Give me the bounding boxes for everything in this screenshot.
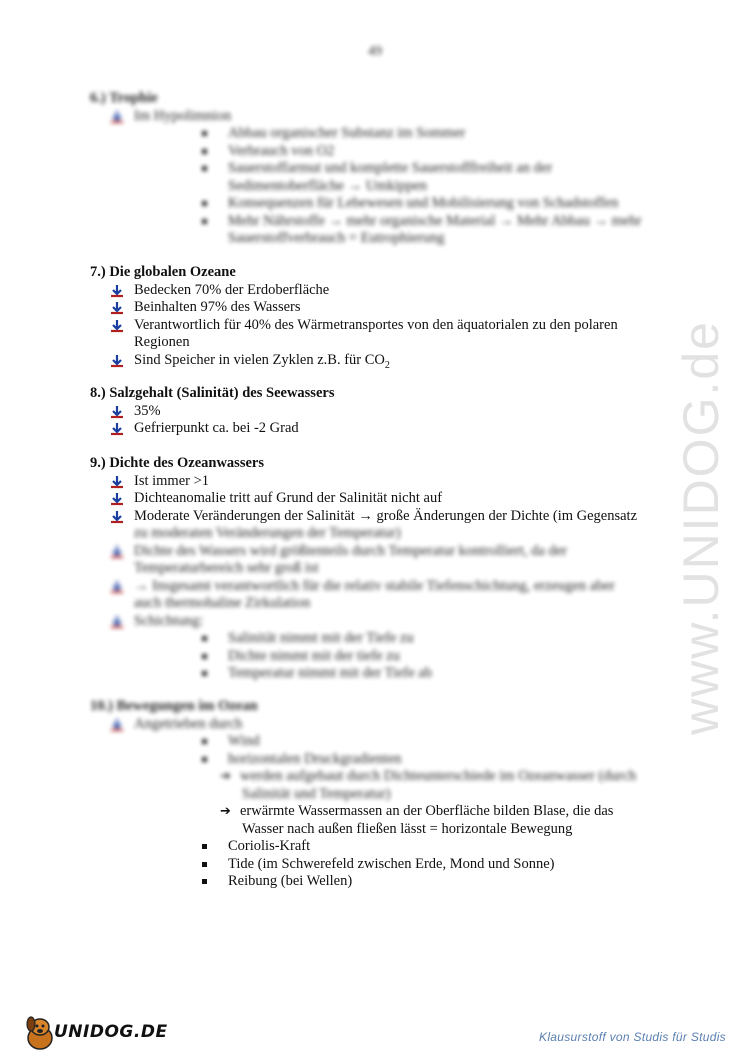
- list-item-text: Regionen: [134, 334, 190, 350]
- section-10: [90, 698, 636, 891]
- square-bullet-icon: [202, 879, 207, 884]
- section-9: [90, 455, 637, 683]
- square-bullet-icon: [202, 844, 207, 849]
- section-6: [90, 90, 641, 248]
- list-item: [90, 403, 334, 421]
- list-item: Angetrieben durch: [90, 716, 636, 734]
- section-heading: 7.) Die globalen Ozeane: [90, 264, 236, 280]
- list-item: [90, 508, 637, 526]
- list-item-continued: zu moderaten Veränderungen der Temperatur): [134, 525, 401, 541]
- bullet-icon: [110, 580, 124, 594]
- list-item-text: Moderate Veränderungen der Salinität → große Änderungen der Dichte (im Gegensatz: [134, 507, 638, 524]
- arrow-right-icon: ➔: [220, 804, 231, 819]
- list-item: → Insgesamt verantwortlich für die relativ stabile Tiefenschichtung, erzeugen aber: [90, 578, 637, 596]
- list-item-text: Sind Speicher in vielen Zyklen z.B. für CO: [134, 351, 385, 368]
- list-item: Dichte des Wassers wird größtenteils durch Temperatur kontrolliert, da der: [90, 543, 637, 561]
- list-item: [90, 352, 618, 374]
- section-heading: 9.) Dichte des Ozeanwassers: [90, 455, 264, 471]
- bullet-icon: [110, 354, 124, 368]
- square-bullet-icon: [202, 131, 207, 136]
- footer-tagline: Klausurstoff von Studis für Studis: [539, 1030, 726, 1044]
- sub-item: Temperatur nimmt mit der Tiefe ab: [90, 665, 637, 683]
- square-bullet-icon: [202, 862, 207, 867]
- list-item-text: Bedecken 70% der Erdoberfläche: [134, 281, 330, 298]
- list-item-text: 35%: [134, 402, 161, 419]
- sub-item-continued: Sauerstoffverbrauch = Eutrophierung: [228, 230, 445, 246]
- arrow-item-continued: Wasser nach außen fließen lässt = horizontale Bewegung: [242, 820, 573, 837]
- sub-item: Verbrauch von O2: [90, 143, 641, 161]
- sub-item: Reibung (bei Wellen): [90, 873, 636, 891]
- square-bullet-icon: [202, 219, 207, 224]
- arrow-item: ➔ werden aufgebaut durch Dichteunterschiede im Ozeanwasser (durch: [220, 768, 637, 784]
- bullet-icon: [110, 510, 124, 524]
- list-item: [90, 282, 618, 300]
- bullet-icon: [110, 615, 124, 629]
- arrow-item-continued: Salinität und Temperatur): [242, 785, 391, 802]
- square-bullet-icon: [202, 739, 207, 744]
- bullet-icon: [110, 405, 124, 419]
- section-7: [90, 264, 618, 374]
- logo-text: UNIDOG.DE: [54, 1022, 168, 1042]
- square-bullet-icon: [202, 149, 207, 154]
- bullet-icon: [110, 301, 124, 315]
- section-heading: 10.) Bewegungen im Ozean: [90, 698, 258, 714]
- list-item: [90, 299, 618, 317]
- subscript: 2: [384, 359, 390, 371]
- sub-item: Dichte nimmt mit der tiefe zu: [90, 648, 637, 666]
- unidog-logo[interactable]: [22, 1012, 168, 1054]
- list-item-text: Dichteanomalie tritt auf Grund der Salinität nicht auf: [134, 490, 443, 506]
- sub-item: Wind: [90, 733, 636, 751]
- bullet-icon: [110, 718, 124, 732]
- square-bullet-icon: [202, 654, 207, 659]
- list-item: [90, 108, 641, 126]
- list-item: [90, 490, 637, 508]
- list-item-text: Im Hypolimnion: [134, 107, 232, 124]
- sub-item: Konsequenzen für Lebewesen und Mobilisierung von Schadstoffen: [90, 195, 641, 213]
- sub-item-continued: Sedimentoberfläche → Umkippen: [228, 177, 427, 194]
- bullet-icon: [110, 319, 124, 333]
- blurred-block: [90, 525, 637, 683]
- bullet-icon: [110, 422, 124, 436]
- bullet-icon: [110, 475, 124, 489]
- section-8: [90, 385, 334, 438]
- square-bullet-icon: [202, 636, 207, 641]
- section-heading: 6.) Trophie: [90, 90, 158, 106]
- square-bullet-icon: [202, 757, 207, 762]
- list-item-text: Verantwortlich für 40% des Wärmetransportes von den äquatorialen zu den polaren: [134, 316, 618, 333]
- list-item: [90, 420, 334, 438]
- blurred-block: [90, 698, 636, 803]
- list-item-continued: auch thermohaline Zirkulation: [134, 595, 311, 611]
- sub-item: horizontalen Druckgradienten: [90, 751, 636, 769]
- bullet-icon: [110, 110, 124, 124]
- sub-item: Coriolis-Kraft: [90, 838, 636, 856]
- square-bullet-icon: [202, 166, 207, 171]
- dog-icon: [22, 1012, 58, 1052]
- list-item-text: Gefrierpunkt ca. bei -2 Grad: [134, 420, 299, 436]
- list-item-text: Beinhalten 97% des Wassers: [134, 299, 301, 315]
- bullet-icon: [110, 492, 124, 506]
- sub-item: Mehr Nährstoffe → mehr organische Material → Mehr Abbau → mehr: [90, 213, 641, 231]
- list-item-continued: Temperaturbereich sehr groß ist: [134, 560, 319, 576]
- watermark-text: www.UNIDOG.de: [673, 320, 729, 735]
- bullet-icon: [110, 545, 124, 559]
- sub-item: Salinität nimmt mit der Tiefe zu: [90, 630, 637, 648]
- sub-item: Abbau organischer Substanz im Sommer: [90, 125, 641, 143]
- watermark: [660, 270, 740, 740]
- list-item: Schichtung:: [90, 613, 637, 631]
- sub-item: Tide (im Schwerefeld zwischen Erde, Mond und Sonne): [90, 856, 636, 874]
- list-item-text: Ist immer >1: [134, 472, 210, 489]
- list-item: [90, 473, 637, 491]
- arrow-item: ➔ erwärmte Wassermassen an der Oberfläche bilden Blase, die das: [220, 803, 614, 819]
- section-heading: 8.) Salzgehalt (Salinität) des Seewassers: [90, 385, 335, 401]
- bullet-icon: [110, 284, 124, 298]
- page-number: 49: [368, 44, 382, 59]
- list-item-continued: [90, 334, 618, 352]
- square-bullet-icon: [202, 671, 207, 676]
- arrow-right-icon: ➔: [220, 769, 231, 784]
- sub-item: Sauerstoffarmut und komplette Sauerstofffreiheit an der: [90, 160, 641, 178]
- square-bullet-icon: [202, 201, 207, 206]
- list-item: [90, 317, 618, 335]
